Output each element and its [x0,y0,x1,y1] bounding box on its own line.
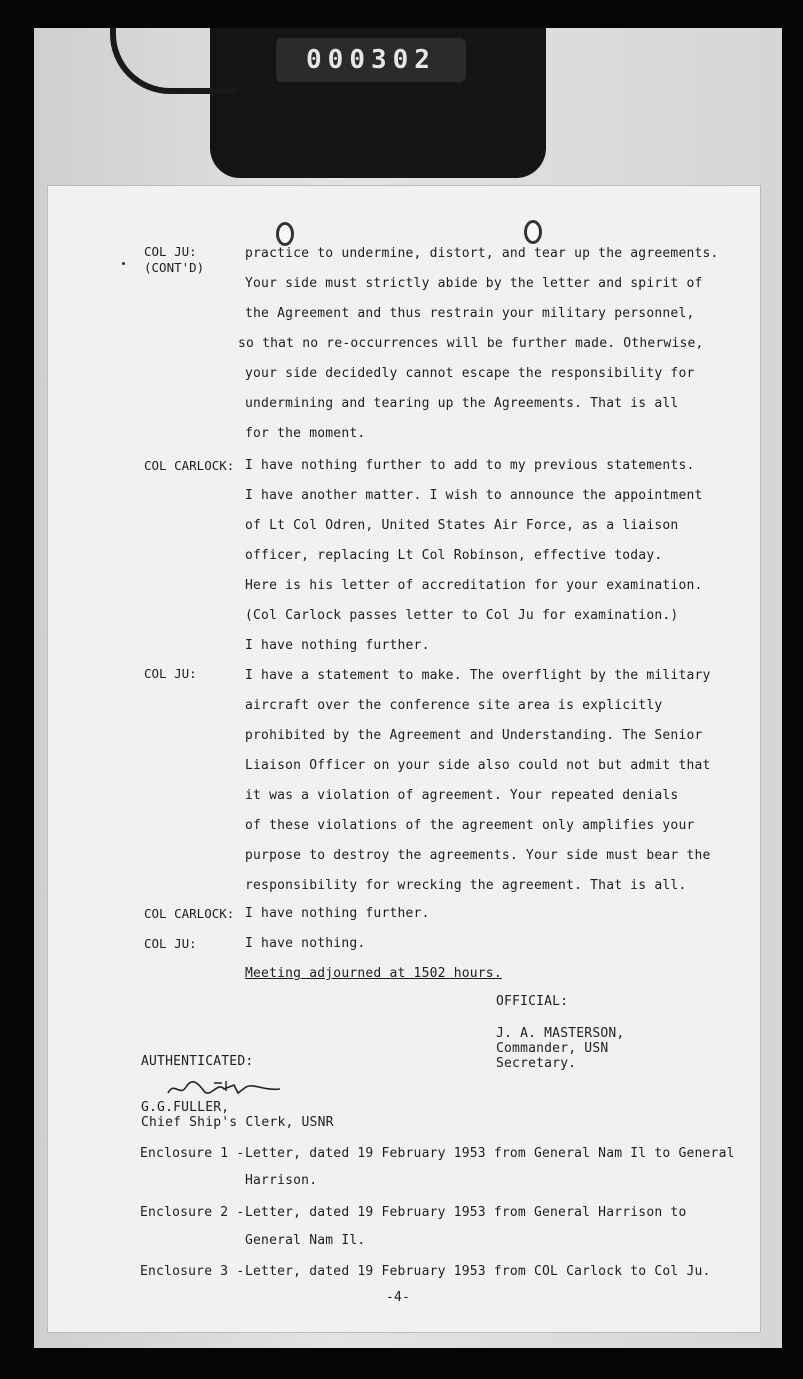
transcript-line: Liaison Officer on your side also could not but admit that [245,758,711,773]
transcript-line: I have nothing. [245,936,366,951]
speaker-label: COL CARLOCK: [144,458,235,473]
transcript-line: practice to undermine, distort, and tear up the agreements. [245,246,719,261]
handwritten-signature [164,1077,284,1101]
transcript-line: responsibility for wrecking the agreement. That is all. [245,878,687,893]
enclosure-label: Enclosure 2 - [140,1205,245,1220]
enclosure-line: Harrison. [245,1173,318,1188]
transcript-line: I have nothing further to add to my previous statements. [245,458,695,473]
transcript-line: for the moment. [245,426,366,441]
adjournment-note: Meeting adjourned at 1502 hours. [245,966,502,981]
official-title: Secretary. [496,1056,577,1071]
enclosure-line: Letter, dated 19 February 1953 from COL Carlock to Col Ju. [245,1264,711,1279]
transcript-line: the Agreement and thus restrain your military personnel, [245,306,695,321]
transcript-line: aircraft over the conference site area is explicitly [245,698,663,713]
authenticated-title: Chief Ship's Clerk, USNR [141,1115,334,1130]
frame-counter-device [210,28,546,178]
official-name: J. A. MASTERSON, [496,1026,625,1041]
document-page [48,186,760,1332]
speaker-label: COL CARLOCK: [144,906,235,921]
speaker-label: COL JU: [144,666,197,681]
authenticated-label: AUTHENTICATED: [141,1054,254,1069]
frame-number: 000302 [276,38,466,82]
transcript-line: your side decidedly cannot escape the responsibility for [245,366,695,381]
enclosure-line: Letter, dated 19 February 1953 from General Harrison to [245,1205,687,1220]
enclosure-label: Enclosure 1 - [140,1146,245,1161]
margin-mark [122,262,125,265]
official-label: OFFICIAL: [496,994,569,1009]
transcript-line: of these violations of the agreement only amplifies your [245,818,695,833]
transcript-line: I have nothing further. [245,906,430,921]
official-rank: Commander, USN [496,1041,609,1056]
transcript-line: undermining and tearing up the Agreements. That is all [245,396,679,411]
speaker-label: COL JU: (CONT'D) [144,244,205,275]
transcript-line: officer, replacing Lt Col Robinson, effective today. [245,548,663,563]
page-number: -4- [386,1290,411,1305]
enclosure-line: General Nam Il. [245,1233,366,1248]
transcript-line: Your side must strictly abide by the letter and spirit of [245,276,703,291]
transcript-line: (Col Carlock passes letter to Col Ju for examination.) [245,608,679,623]
authenticated-name: G.G.FULLER, [141,1100,230,1115]
transcript-line: prohibited by the Agreement and Understanding. The Senior [245,728,703,743]
enclosure-line: Letter, dated 19 February 1953 from General Nam Il to General [245,1146,735,1161]
binder-hole-right [524,220,542,244]
transcript-line: I have another matter. I wish to announce the appointment [245,488,703,503]
binder-hole-left [276,222,294,246]
transcript-line: Here is his letter of accreditation for your examination. [245,578,703,593]
speaker-label: COL JU: [144,936,197,951]
transcript-line: I have a statement to make. The overflight by the military [245,668,711,683]
transcript-line: so that no re-occurrences will be further made. Otherwise, [238,336,704,351]
transcript-line: it was a violation of agreement. Your repeated denials [245,788,679,803]
enclosure-label: Enclosure 3 - [140,1264,245,1279]
transcript-line: I have nothing further. [245,638,430,653]
transcript-line: of Lt Col Odren, United States Air Force, as a liaison [245,518,679,533]
transcript-line: purpose to destroy the agreements. Your side must bear the [245,848,711,863]
